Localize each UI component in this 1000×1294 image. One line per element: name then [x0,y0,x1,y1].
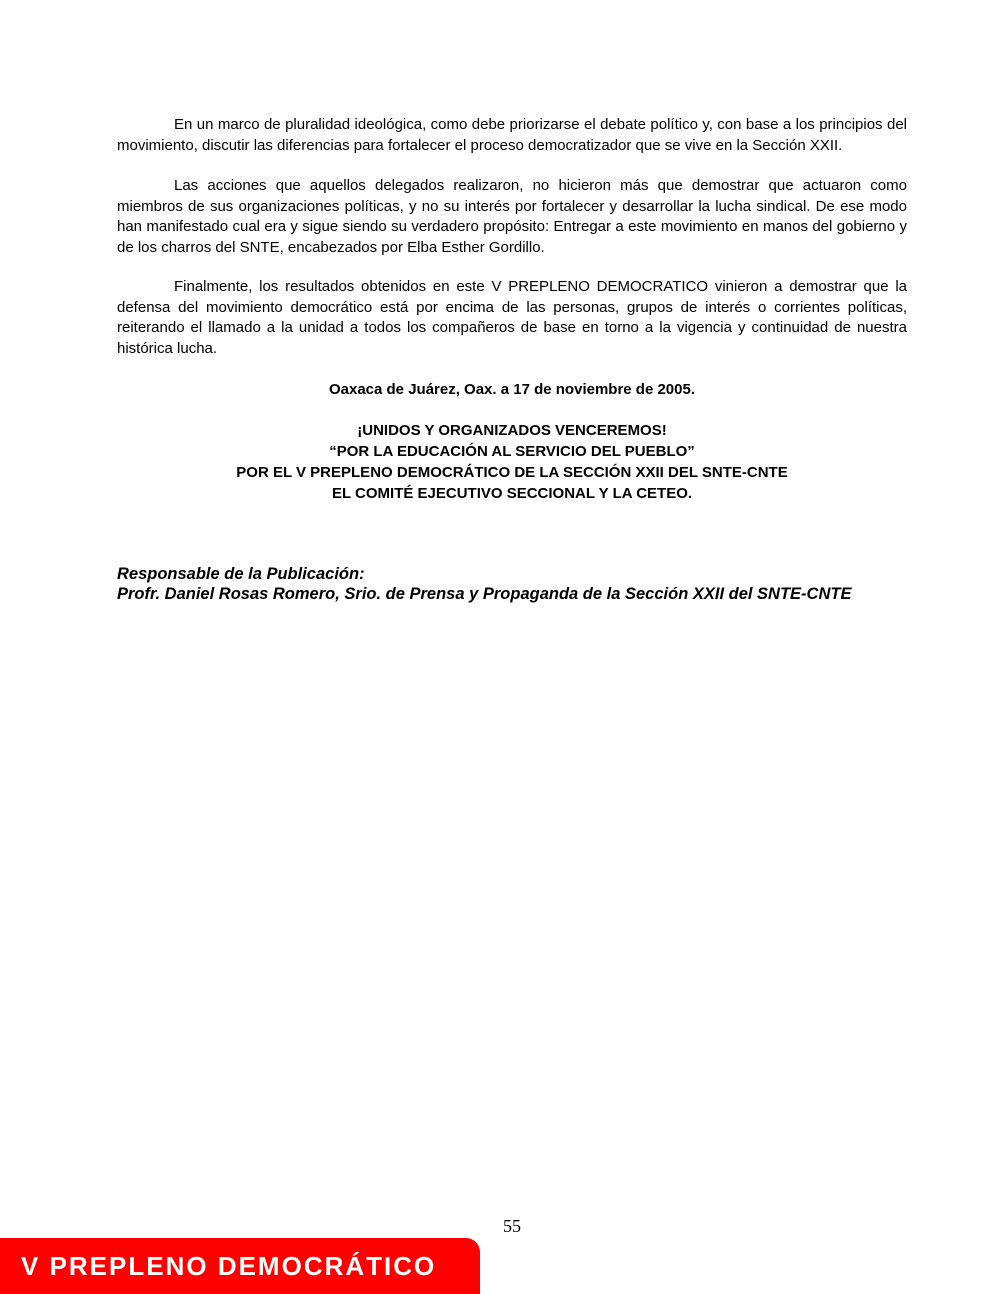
paragraph-text: En un marco de pluralidad ideológica, como debe priorizarse el debate político y, con base a los principios del movimiento, discutir las diferencias para fortalecer el proceso democratizador que se vive en la Sección XXII. [117,116,907,154]
paragraph-text: Las acciones que aquellos delegados realizaron, no hicieron más que demostrar que actuaron como miembros de sus organizaciones políticas, y no su interés por fortalecer y desarrollar la lucha sindical. De ese modo han manifestado cual era y sigue siendo su verdadero propósito: Entregar a este movimiento en manos del gobierno y de los charros del SNTE, encabezados por Elba Esther Gordillo. [117,177,907,256]
responsible-name: Profr. Daniel Rosas Romero, Srio. de Prensa y Propaganda de la Sección XXII del SNTE-CNTE [117,585,852,603]
responsible-label: Responsable de la Publicación: [117,565,365,583]
body-paragraph-1 [117,115,907,156]
place-date [117,379,907,400]
footer-banner-text: V PREPLENO DEMOCRÁTICO [21,1250,437,1281]
closing-slogan: “POR LA EDUCACIÓN AL SERVICIO DEL PUEBLO” [329,443,695,460]
closing-signatory-2: EL COMITÉ EJECUTIVO SECCIONAL Y LA CETEO. [331,485,693,502]
closing-motto: ¡UNIDOS Y ORGANIZADOS VENCEREMOS! [357,422,667,439]
body-paragraph-2 [117,176,907,258]
place-date-text: Oaxaca de Juárez, Oax. a 17 de noviembre de 2005. [328,381,696,398]
footer-banner [0,1238,480,1294]
body-paragraph-3 [117,277,907,359]
closing-signatory-1: POR EL V PREPLENO DEMOCRÁTICO DE LA SECCIÓN XXII DEL SNTE-CNTE [236,464,788,481]
paragraph-text: Finalmente, los resultados obtenidos en este V PREPLENO DEMOCRATICO vinieron a demostrar que la defensa del movimiento democrático está por encima de las personas, grupos de interés o corrientes políticas, reiterando el llamado a la unidad a todos los compañeros de base en torno a la vigencia y continuidad de nuestra histórica lucha. [117,278,907,357]
closing-block [117,420,907,504]
page-number: 55 [503,1216,521,1236]
